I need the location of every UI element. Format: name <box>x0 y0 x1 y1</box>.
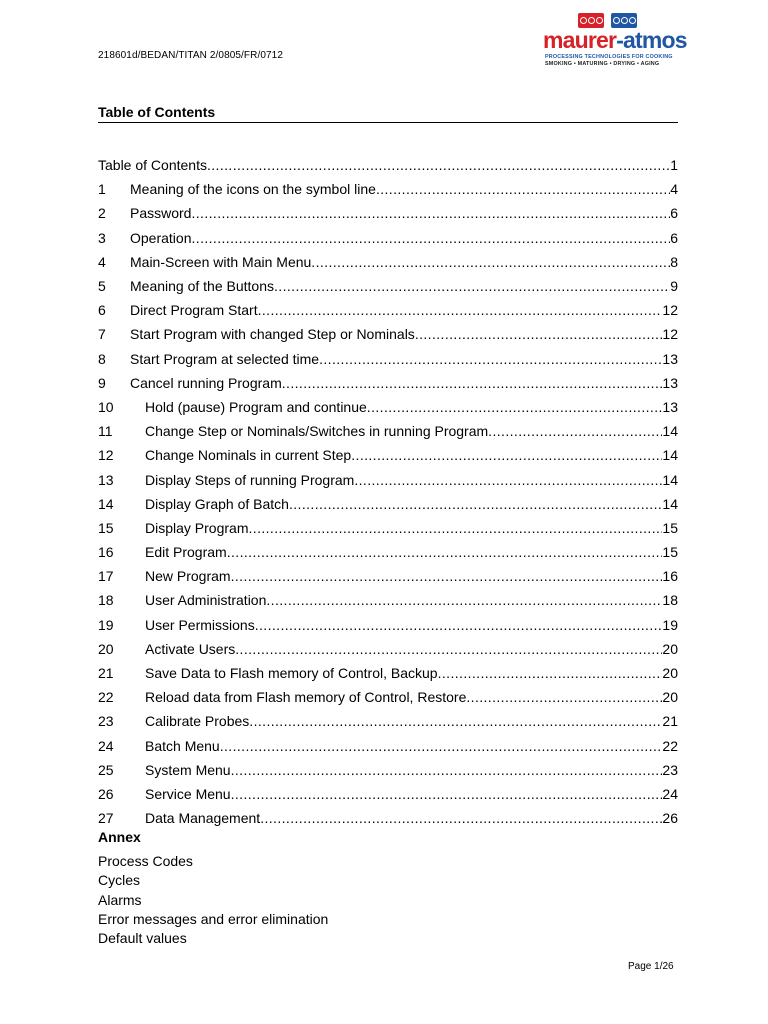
logo-word-atmos: -atmos <box>616 27 687 53</box>
toc-entry-number: 8 <box>98 350 106 367</box>
toc-entry-page: 20 <box>662 689 678 706</box>
toc-entry-title: New Program <box>145 568 231 585</box>
toc-entry-title: Cancel running Program <box>130 374 282 391</box>
toc-entry-number: 3 <box>98 229 106 246</box>
toc-entry-title: Batch Menu <box>145 737 220 754</box>
toc-dot-leader <box>258 301 663 319</box>
table-of-contents <box>98 153 678 830</box>
toc-entry[interactable] <box>98 492 678 516</box>
toc-entry-number: 27 <box>98 810 114 827</box>
toc-dot-leader <box>351 446 662 464</box>
logo-wordmark <box>543 27 687 53</box>
toc-entry[interactable] <box>98 250 678 274</box>
toc-entry-number: 24 <box>98 737 114 754</box>
toc-entry-page: 6 <box>670 229 678 246</box>
toc-entry[interactable] <box>98 467 678 491</box>
toc-entry[interactable] <box>98 734 678 758</box>
toc-dot-leader <box>415 325 663 343</box>
annex-item: Default values <box>98 930 187 947</box>
toc-entry-title: Edit Program <box>145 544 227 561</box>
toc-entry[interactable] <box>98 419 678 443</box>
toc-entry-page: 12 <box>662 302 678 319</box>
toc-entry-title: Main-Screen with Main Menu <box>130 253 312 270</box>
toc-dot-leader <box>220 737 663 755</box>
toc-entry-title: Meaning of the Buttons <box>130 278 274 295</box>
heading-divider <box>98 122 678 123</box>
toc-entry-page: 23 <box>662 761 678 778</box>
toc-entry-title: Operation <box>130 229 192 246</box>
toc-entry-number: 1 <box>98 181 106 198</box>
toc-dot-leader <box>367 398 663 416</box>
toc-entry-title: Table of Contents <box>98 157 207 174</box>
toc-entry-title: Activate Users <box>145 640 236 657</box>
document-reference: 218601d/BEDAN/TITAN 2/0805/FR/0712 <box>98 50 283 61</box>
toc-entry-title: User Administration <box>145 592 267 609</box>
toc-entry-title: Password <box>130 205 192 222</box>
toc-entry[interactable] <box>98 201 678 225</box>
toc-entry-number: 14 <box>98 495 114 512</box>
toc-entry-number: 25 <box>98 761 114 778</box>
toc-entry[interactable] <box>98 443 678 467</box>
toc-entry-page: 13 <box>662 374 678 391</box>
toc-dot-leader <box>248 519 662 537</box>
toc-dot-leader <box>319 350 662 368</box>
toc-entry-number: 21 <box>98 665 114 682</box>
toc-entry-page: 8 <box>670 253 678 270</box>
annex-heading: Annex <box>98 829 141 845</box>
toc-entry-page: 13 <box>662 350 678 367</box>
toc-entry-page: 4 <box>670 181 678 198</box>
toc-dot-leader <box>466 688 662 706</box>
toc-entry-title: Hold (pause) Program and continue <box>145 398 367 415</box>
toc-entry-number: 10 <box>98 398 114 415</box>
annex-item: Alarms <box>98 891 142 908</box>
toc-entry[interactable] <box>98 758 678 782</box>
toc-entry-page: 21 <box>662 713 678 730</box>
toc-entry-page: 16 <box>662 568 678 585</box>
toc-dot-leader <box>376 180 670 198</box>
toc-entry[interactable] <box>98 177 678 201</box>
toc-entry-page: 15 <box>662 544 678 561</box>
toc-entry-number: 2 <box>98 205 106 222</box>
toc-entry-page: 14 <box>662 471 678 488</box>
toc-entry-title: Start Program with changed Step or Nominals <box>130 326 415 343</box>
toc-entry-title: Service Menu <box>145 785 231 802</box>
annex-list <box>98 852 328 948</box>
toc-entry[interactable] <box>98 806 678 830</box>
annex-item: Cycles <box>98 872 141 889</box>
toc-dot-leader <box>191 204 670 222</box>
toc-dot-leader <box>231 761 663 779</box>
toc-entry[interactable] <box>98 395 678 419</box>
toc-entry-page: 1 <box>670 157 678 174</box>
toc-entry[interactable] <box>98 371 678 395</box>
toc-entry-title: Calibrate Probes <box>145 713 250 730</box>
toc-dot-leader <box>255 616 663 634</box>
toc-entry-page: 6 <box>670 205 678 222</box>
toc-entry-title: System Menu <box>145 761 231 778</box>
toc-entry[interactable] <box>98 613 678 637</box>
toc-entry-number: 17 <box>98 568 114 585</box>
toc-entry-page: 26 <box>662 810 678 827</box>
toc-entry-number: 6 <box>98 302 106 319</box>
toc-dot-leader <box>227 543 663 561</box>
toc-entry-number: 4 <box>98 253 106 270</box>
toc-entry-page: 13 <box>662 398 678 415</box>
toc-entry-title: Change Nominals in current Step <box>145 447 352 464</box>
logo-word-maurer: maurer <box>543 27 617 53</box>
toc-entry[interactable] <box>98 153 678 177</box>
toc-entry[interactable] <box>98 226 678 250</box>
toc-entry[interactable] <box>98 661 678 685</box>
toc-dot-leader <box>282 374 663 392</box>
toc-entry-title: Display Steps of running Program <box>145 471 355 488</box>
toc-entry-title: Meaning of the icons on the symbol line <box>130 181 376 198</box>
toc-entry-title: Direct Program Start <box>130 302 258 319</box>
toc-entry-number: 20 <box>98 640 114 657</box>
toc-entry[interactable] <box>98 298 678 322</box>
toc-dot-leader <box>274 277 670 295</box>
toc-heading: Table of Contents <box>98 104 216 120</box>
maurer-atmos-logo <box>543 13 687 69</box>
toc-entry-number: 23 <box>98 713 114 730</box>
toc-dot-leader <box>191 229 670 247</box>
logo-tagline-2: SMOKING • MATURING • DRYING • AGING <box>545 61 660 67</box>
toc-entry-page: 14 <box>662 495 678 512</box>
toc-dot-leader <box>438 664 663 682</box>
toc-entry-page: 19 <box>662 616 678 633</box>
toc-entry[interactable] <box>98 347 678 371</box>
toc-entry[interactable] <box>98 782 678 806</box>
toc-dot-leader <box>289 495 662 513</box>
toc-entry[interactable] <box>98 322 678 346</box>
toc-entry-title: Display Program <box>145 519 249 536</box>
page-number: Page 1/26 <box>628 961 674 972</box>
toc-entry-title: Data Management <box>145 810 261 827</box>
toc-entry-number: 19 <box>98 616 114 633</box>
toc-entry-number: 18 <box>98 592 114 609</box>
logo-mark-blue-icon <box>611 13 637 28</box>
toc-dot-leader <box>249 712 662 730</box>
toc-dot-leader <box>231 567 663 585</box>
toc-entry-number: 16 <box>98 544 114 561</box>
toc-entry-number: 7 <box>98 326 106 343</box>
toc-entry-page: 12 <box>662 326 678 343</box>
toc-entry-title: Display Graph of Batch <box>145 495 289 512</box>
toc-entry[interactable] <box>98 685 678 709</box>
toc-entry-number: 9 <box>98 374 106 391</box>
toc-entry-number: 11 <box>98 423 113 440</box>
logo-mark-red-icon <box>578 13 604 28</box>
toc-entry-page: 18 <box>662 592 678 609</box>
toc-entry-page: 20 <box>662 665 678 682</box>
toc-entry[interactable] <box>98 637 678 661</box>
toc-dot-leader <box>235 640 662 658</box>
toc-entry-title: User Permissions <box>145 616 255 633</box>
toc-entry-title: Save Data to Flash memory of Control, Backup <box>145 665 438 682</box>
logo-marks <box>578 13 637 28</box>
toc-entry-page: 9 <box>670 278 678 295</box>
toc-entry-page: 22 <box>662 737 678 754</box>
toc-entry-page: 14 <box>662 423 678 440</box>
toc-entry-page: 20 <box>662 640 678 657</box>
toc-dot-leader <box>260 809 662 827</box>
toc-dot-leader <box>207 156 670 174</box>
toc-entry-page: 14 <box>662 447 678 464</box>
toc-entry-title: Reload data from Flash memory of Control, Restore <box>145 689 467 706</box>
toc-entry[interactable] <box>98 588 678 612</box>
toc-entry[interactable] <box>98 540 678 564</box>
toc-entry-number: 15 <box>98 519 114 536</box>
toc-entry-number: 22 <box>98 689 114 706</box>
toc-entry-page: 24 <box>662 785 678 802</box>
toc-entry-number: 26 <box>98 785 114 802</box>
toc-dot-leader <box>266 591 662 609</box>
toc-dot-leader <box>488 422 662 440</box>
annex-item: Process Codes <box>98 853 193 869</box>
toc-entry-number: 13 <box>98 471 114 488</box>
toc-entry[interactable] <box>98 709 678 733</box>
toc-entry-page: 15 <box>662 519 678 536</box>
annex-item: Error messages and error elimination <box>98 910 329 927</box>
toc-dot-leader <box>354 471 662 489</box>
toc-dot-leader <box>311 253 670 271</box>
toc-entry[interactable] <box>98 516 678 540</box>
toc-entry[interactable] <box>98 274 678 298</box>
toc-entry-number: 5 <box>98 278 106 295</box>
toc-entry-number: 12 <box>98 447 114 464</box>
toc-entry[interactable] <box>98 564 678 588</box>
toc-entry-title: Change Step or Nominals/Switches in running Program <box>145 423 489 440</box>
toc-entry-title: Start Program at selected time <box>130 350 320 367</box>
toc-dot-leader <box>231 785 663 803</box>
logo-tagline-1: PROCESSING TECHNOLOGIES FOR COOKING <box>545 54 673 60</box>
